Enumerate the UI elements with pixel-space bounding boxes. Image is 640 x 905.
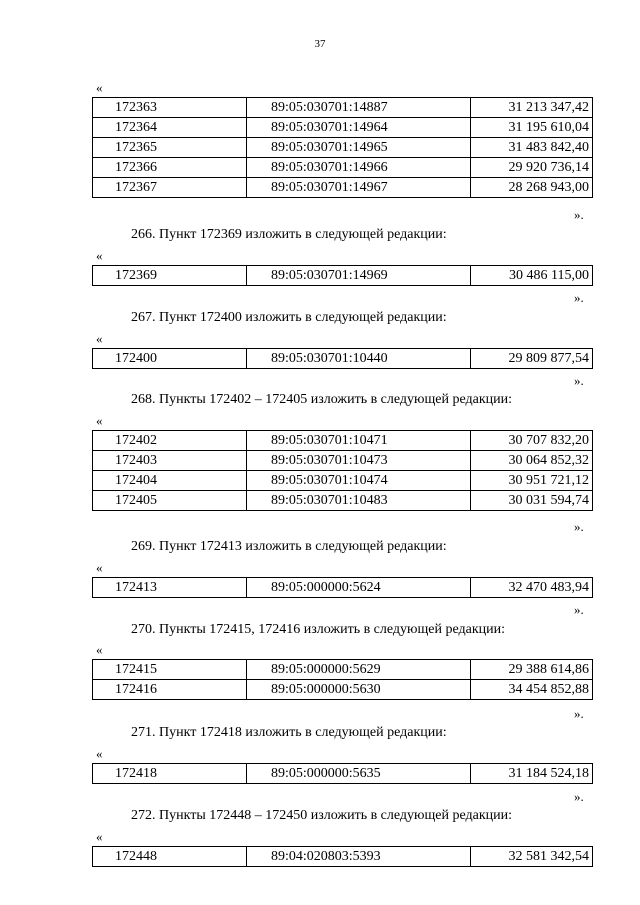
table-row [93, 98, 593, 118]
item-number-cell: 172366 [93, 158, 247, 178]
item-number-cell: 172418 [93, 764, 247, 784]
table-row [93, 431, 593, 451]
item-number-cell: 172404 [93, 471, 247, 491]
item-number-cell: 172400 [93, 349, 247, 369]
cadastral-number-cell: 89:05:030701:10473 [247, 451, 471, 471]
cadastral-table [92, 577, 593, 598]
cadastral-table [92, 97, 593, 198]
section-heading: 266. Пункт 172369 изложить в следующей редакции: [131, 227, 447, 242]
table-row [93, 178, 593, 198]
item-number-cell: 172403 [93, 451, 247, 471]
item-number-cell: 172405 [93, 491, 247, 511]
item-number-cell: 172448 [93, 847, 247, 867]
table-row [93, 158, 593, 178]
table-row [93, 764, 593, 784]
value-cell: 30 951 721,12 [471, 471, 593, 491]
open-quote: « [96, 829, 103, 844]
open-quote: « [96, 560, 103, 575]
item-number-cell: 172402 [93, 431, 247, 451]
value-cell: 30 486 115,00 [471, 266, 593, 286]
section-heading: 271. Пункт 172418 изложить в следующей редакции: [131, 725, 447, 740]
item-number-cell: 172364 [93, 118, 247, 138]
section-heading: 269. Пункт 172413 изложить в следующей редакции: [131, 539, 447, 554]
table-row [93, 266, 593, 286]
value-cell: 34 454 852,88 [471, 680, 593, 700]
value-cell: 28 268 943,00 [471, 178, 593, 198]
cadastral-number-cell: 89:05:000000:5624 [247, 578, 471, 598]
section-heading: 272. Пункты 172448 – 172450 изложить в следующей редакции: [131, 808, 513, 823]
table-row [93, 660, 593, 680]
item-number-cell: 172369 [93, 266, 247, 286]
value-cell: 30 707 832,20 [471, 431, 593, 451]
open-quote: « [96, 80, 103, 95]
cadastral-number-cell: 89:05:000000:5630 [247, 680, 471, 700]
value-cell: 31 213 347,42 [471, 98, 593, 118]
open-quote: « [96, 248, 103, 263]
cadastral-table [92, 430, 593, 511]
value-cell: 29 809 877,54 [471, 349, 593, 369]
open-quote: « [96, 413, 103, 428]
table-row [93, 138, 593, 158]
value-cell: 30 031 594,74 [471, 491, 593, 511]
cadastral-number-cell: 89:05:000000:5629 [247, 660, 471, 680]
table-row [93, 578, 593, 598]
table-row [93, 471, 593, 491]
cadastral-table [92, 348, 593, 369]
cadastral-table [92, 265, 593, 286]
value-cell: 30 064 852,32 [471, 451, 593, 471]
close-quote: ». [574, 373, 584, 388]
item-number-cell: 172413 [93, 578, 247, 598]
item-number-cell: 172367 [93, 178, 247, 198]
cadastral-number-cell: 89:05:030701:10440 [247, 349, 471, 369]
cadastral-number-cell: 89:05:030701:14967 [247, 178, 471, 198]
table-row [93, 451, 593, 471]
cadastral-table [92, 846, 593, 867]
close-quote: ». [574, 789, 584, 804]
cadastral-number-cell: 89:05:030701:14964 [247, 118, 471, 138]
table-row [93, 349, 593, 369]
cadastral-number-cell: 89:05:030701:10471 [247, 431, 471, 451]
section-heading: 268. Пункты 172402 – 172405 изложить в следующей редакции: [131, 392, 513, 407]
value-cell: 32 470 483,94 [471, 578, 593, 598]
table-row [93, 680, 593, 700]
section-heading: 267. Пункт 172400 изложить в следующей редакции: [131, 310, 447, 325]
table-row [93, 847, 593, 867]
value-cell: 31 195 610,04 [471, 118, 593, 138]
value-cell: 31 184 524,18 [471, 764, 593, 784]
cadastral-number-cell: 89:05:030701:10474 [247, 471, 471, 491]
item-number-cell: 172363 [93, 98, 247, 118]
value-cell: 31 483 842,40 [471, 138, 593, 158]
cadastral-number-cell: 89:04:020803:5393 [247, 847, 471, 867]
close-quote: ». [574, 602, 584, 617]
value-cell: 29 388 614,86 [471, 660, 593, 680]
item-number-cell: 172416 [93, 680, 247, 700]
table-row [93, 491, 593, 511]
cadastral-number-cell: 89:05:000000:5635 [247, 764, 471, 784]
section-heading: 270. Пункты 172415, 172416 изложить в следующей редакции: [131, 622, 506, 637]
close-quote: ». [574, 207, 584, 222]
open-quote: « [96, 642, 103, 657]
cadastral-table [92, 659, 593, 700]
cadastral-number-cell: 89:05:030701:14969 [247, 266, 471, 286]
close-quote: ». [574, 706, 584, 721]
close-quote: ». [574, 519, 584, 534]
item-number-cell: 172365 [93, 138, 247, 158]
table-row [93, 118, 593, 138]
page-number: 37 [314, 38, 326, 50]
value-cell: 29 920 736,14 [471, 158, 593, 178]
item-number-cell: 172415 [93, 660, 247, 680]
cadastral-number-cell: 89:05:030701:14966 [247, 158, 471, 178]
open-quote: « [96, 331, 103, 346]
cadastral-number-cell: 89:05:030701:10483 [247, 491, 471, 511]
open-quote: « [96, 746, 103, 761]
value-cell: 32 581 342,54 [471, 847, 593, 867]
cadastral-number-cell: 89:05:030701:14887 [247, 98, 471, 118]
close-quote: ». [574, 290, 584, 305]
cadastral-table [92, 763, 593, 784]
cadastral-number-cell: 89:05:030701:14965 [247, 138, 471, 158]
